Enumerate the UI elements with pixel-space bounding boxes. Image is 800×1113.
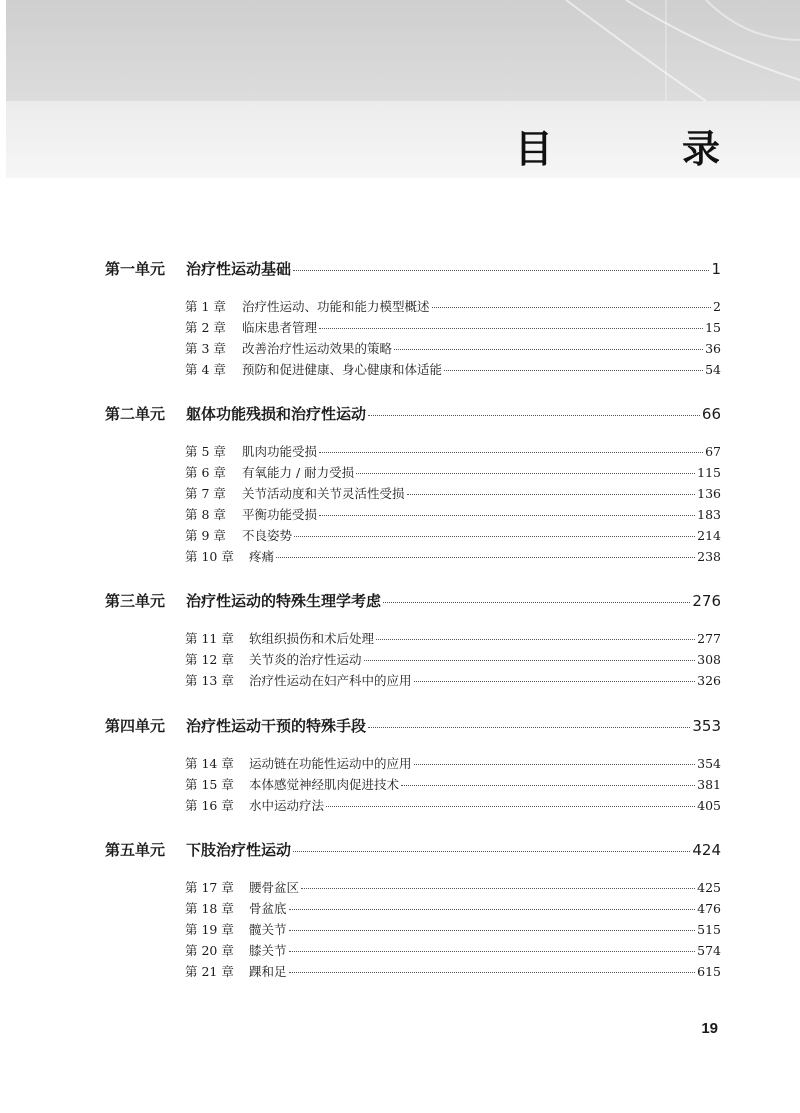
chapter-row[interactable]: [185, 360, 721, 378]
dot-leader: [289, 929, 696, 931]
unit-row[interactable]: [105, 715, 721, 736]
unit-page-number: 424: [692, 841, 721, 859]
dot-leader: [356, 472, 695, 474]
chapter-title: 不良姿势: [242, 528, 293, 543]
unit-label: 第二单元: [105, 405, 166, 423]
unit-title: 下肢治疗性运动: [186, 841, 292, 859]
chapter-label: 第 3 章: [185, 341, 226, 356]
chapter-label: 第 9 章: [185, 528, 226, 543]
chapter-title: 本体感觉神经肌肉促进技术: [249, 777, 400, 792]
chapter-title: 髋关节: [249, 922, 287, 937]
chapter-label: 第 7 章: [185, 486, 226, 501]
unit-title: 治疗性运动基础: [186, 260, 292, 278]
chapter-label: 第 12 章: [185, 652, 234, 667]
chapter-label: 第 17 章: [185, 880, 234, 895]
dot-leader: [319, 451, 703, 453]
chapter-row[interactable]: [185, 339, 721, 357]
dot-leader: [289, 971, 696, 973]
dot-leader: [319, 327, 703, 329]
unit-page-number: 353: [692, 717, 721, 735]
chapter-row[interactable]: [185, 484, 721, 502]
chapter-label: 第 2 章: [185, 320, 226, 335]
chapter-row[interactable]: [185, 920, 721, 938]
chapter-page-number: 67: [705, 444, 721, 459]
chapter-title: 有氧能力 / 耐力受损: [242, 465, 355, 480]
chapter-page-number: 277: [697, 631, 721, 646]
chapter-row[interactable]: [185, 796, 721, 814]
chapter-page-number: 354: [697, 756, 721, 771]
chapter-title: 骨盆底: [249, 901, 287, 916]
unit-row[interactable]: [105, 590, 721, 611]
chapter-label: 第 14 章: [185, 756, 234, 771]
chapter-title: 软组织损伤和术后处理: [249, 631, 375, 646]
chapter-row[interactable]: [185, 463, 721, 481]
dot-leader: [276, 556, 695, 558]
page-number: 19: [701, 1020, 718, 1037]
chapter-label: 第 16 章: [185, 798, 234, 813]
dot-leader: [376, 638, 695, 640]
unit-title: 治疗性运动干预的特殊手段: [186, 717, 367, 735]
unit-label: 第四单元: [105, 717, 166, 735]
chapter-title: 踝和足: [249, 964, 287, 979]
chapter-page-number: 2: [713, 299, 721, 314]
dot-leader: [301, 887, 695, 889]
chapter-page-number: 115: [697, 465, 721, 480]
chapter-page-number: 405: [697, 798, 721, 813]
chapter-title: 临床患者管理: [242, 320, 318, 335]
chapter-title: 治疗性运动在妇产科中的应用: [249, 673, 412, 688]
chapter-title: 预防和促进健康、身心健康和体适能: [242, 362, 443, 377]
chapter-label: 第 1 章: [185, 299, 226, 314]
chapter-label: 第 11 章: [185, 631, 234, 646]
chapter-page-number: 308: [697, 652, 721, 667]
chapter-page-number: 15: [705, 320, 721, 335]
chapter-page-number: 476: [697, 901, 721, 916]
unit-page-number: 1: [711, 260, 721, 278]
dot-leader: [289, 950, 696, 952]
unit-row[interactable]: [105, 258, 721, 279]
chapter-page-number: 238: [697, 549, 721, 564]
chapter-title: 腰骨盆区: [249, 880, 300, 895]
chapter-page-number: 425: [697, 880, 721, 895]
dot-leader: [368, 726, 690, 728]
chapter-row[interactable]: [185, 505, 721, 523]
unit-row[interactable]: [105, 839, 721, 860]
chapter-label: 第 6 章: [185, 465, 226, 480]
chapter-row[interactable]: [185, 318, 721, 336]
chapter-row[interactable]: [185, 650, 721, 668]
chapter-page-number: 36: [705, 341, 721, 356]
chapter-page-number: 515: [697, 922, 721, 937]
chapter-label: 第 21 章: [185, 964, 234, 979]
dot-leader: [414, 680, 696, 682]
chapter-row[interactable]: [185, 775, 721, 793]
chapter-title: 疼痛: [249, 549, 275, 564]
chapter-label: 第 10 章: [185, 549, 234, 564]
chapter-title: 平衡功能受损: [242, 507, 318, 522]
unit-page-number: 66: [701, 405, 721, 423]
dot-leader: [326, 805, 695, 807]
dot-leader: [414, 763, 696, 765]
chapter-row[interactable]: [185, 754, 721, 772]
chapter-label: 第 18 章: [185, 901, 234, 916]
chapter-title: 水中运动疗法: [249, 798, 325, 813]
chapter-title: 肌肉功能受损: [242, 444, 318, 459]
dot-leader: [432, 306, 712, 308]
unit-row[interactable]: [105, 403, 721, 424]
dot-leader: [319, 514, 695, 516]
chapter-row[interactable]: [185, 941, 721, 959]
chapter-row[interactable]: [185, 629, 721, 647]
chapter-title: 治疗性运动、功能和能力模型概述: [242, 299, 430, 314]
chapter-title: 改善治疗性运动效果的策略: [242, 341, 393, 356]
dot-leader: [289, 908, 696, 910]
dot-leader: [407, 493, 696, 495]
chapter-row[interactable]: [185, 962, 721, 980]
unit-label: 第三单元: [105, 592, 166, 610]
unit-title: 治疗性运动的特殊生理学考虑: [186, 592, 382, 610]
chapter-page-number: 615: [697, 964, 721, 979]
chapter-page-number: 136: [697, 486, 721, 501]
dot-leader: [394, 348, 703, 350]
dot-leader: [294, 535, 695, 537]
dot-leader: [293, 269, 709, 271]
chapter-title: 运动链在功能性运动中的应用: [249, 756, 412, 771]
chapter-page-number: 54: [705, 362, 721, 377]
unit-page-number: 276: [692, 592, 721, 610]
chapter-label: 第 15 章: [185, 777, 234, 792]
chapter-label: 第 19 章: [185, 922, 234, 937]
dot-leader: [364, 659, 696, 661]
chapter-row[interactable]: [185, 878, 721, 896]
dot-leader: [368, 414, 700, 416]
dot-leader: [444, 369, 703, 371]
dot-leader: [383, 601, 690, 603]
chapter-row[interactable]: [185, 899, 721, 917]
chapter-title: 膝关节: [249, 943, 287, 958]
chapter-row[interactable]: [185, 671, 721, 689]
chapter-title: 关节炎的治疗性运动: [249, 652, 362, 667]
dot-leader: [293, 850, 690, 852]
chapter-page-number: 183: [697, 507, 721, 522]
chapter-label: 第 20 章: [185, 943, 234, 958]
chapter-label: 第 8 章: [185, 507, 226, 522]
chapter-row[interactable]: [185, 547, 721, 565]
chapter-page-number: 381: [697, 777, 721, 792]
chapter-page-number: 574: [697, 943, 721, 958]
page-title: 目 录: [514, 126, 778, 171]
chapter-row[interactable]: [185, 442, 721, 460]
unit-label: 第一单元: [105, 260, 166, 278]
chapter-row[interactable]: [185, 297, 721, 315]
chapter-page-number: 326: [697, 673, 721, 688]
chapter-title: 关节活动度和关节灵活性受损: [242, 486, 405, 501]
unit-label: 第五单元: [105, 841, 166, 859]
dot-leader: [401, 784, 695, 786]
chapter-label: 第 5 章: [185, 444, 226, 459]
chapter-label: 第 4 章: [185, 362, 226, 377]
chapter-page-number: 214: [697, 528, 721, 543]
unit-title: 躯体功能残损和治疗性运动: [186, 405, 367, 423]
chapter-row[interactable]: [185, 526, 721, 544]
chapter-label: 第 13 章: [185, 673, 234, 688]
